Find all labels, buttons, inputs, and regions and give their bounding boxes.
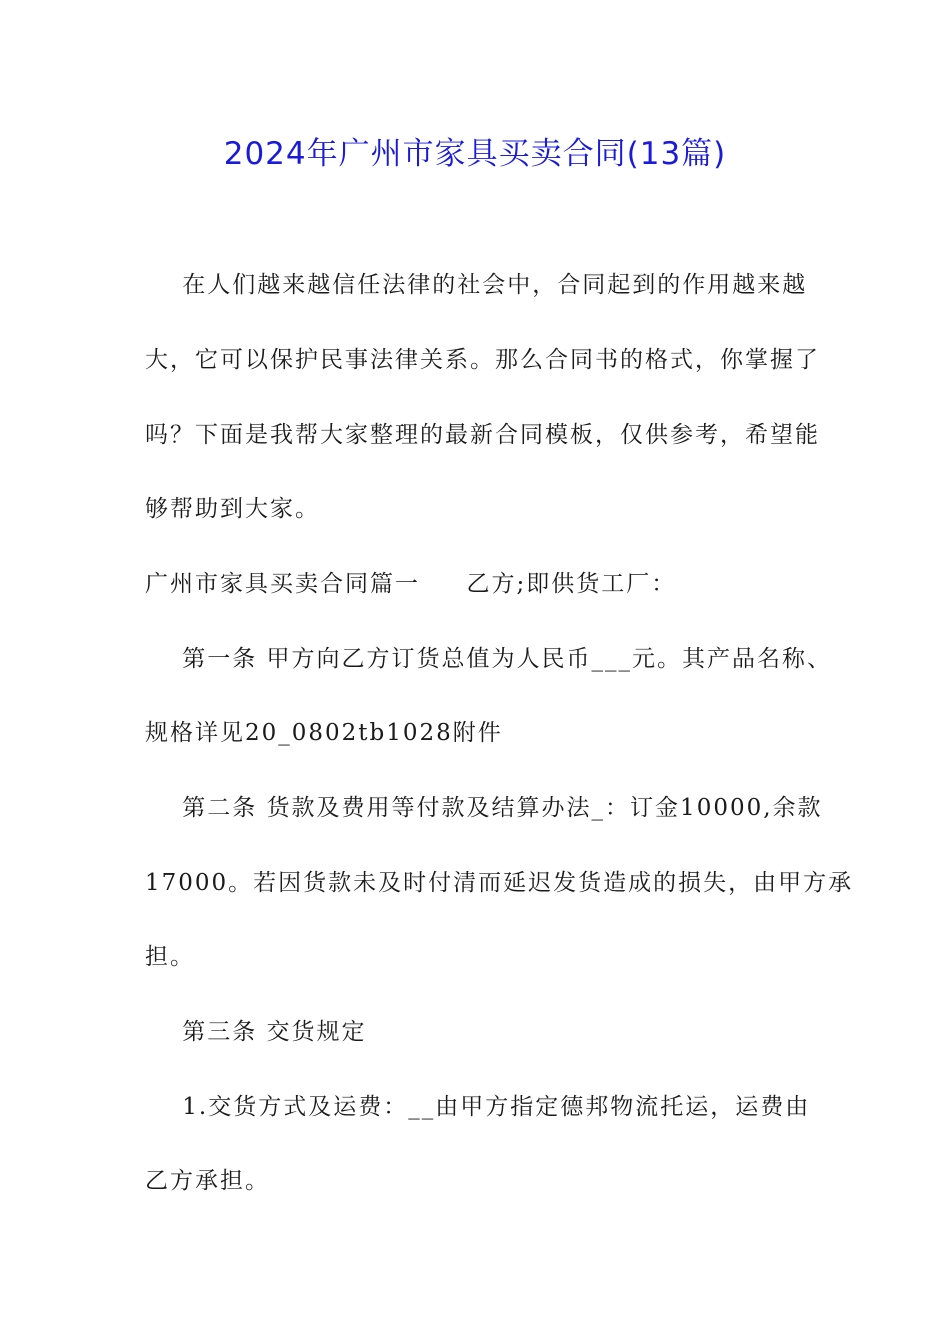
- document-title: 2024年广州市家具买卖合同(13篇): [223, 136, 727, 172]
- paragraph-line: 第二条 货款及费用等付款及结算办法_：订金10000,余款: [145, 795, 823, 821]
- paragraph-line: 第一条 甲方向乙方订货总值为人民币___元。其产品名称、: [145, 646, 833, 672]
- paragraph-line: 够帮助到大家。: [145, 496, 320, 522]
- paragraph-line: 吗？下面是我帮大家整理的最新合同模板，仅供参考，希望能: [145, 422, 820, 448]
- paragraph-line: 17000。若因货款未及时付清而延迟发货造成的损失，由甲方承: [145, 870, 854, 896]
- paragraph-line: 在人们越来越信任法律的社会中，合同起到的作用越来越: [145, 272, 808, 298]
- paragraph-line: 担。: [145, 944, 195, 970]
- paragraph-line: 规格详见20_0802tb1028附件: [145, 720, 503, 746]
- paragraph-line: 大，它可以保护民事法律关系。那么合同书的格式，你掌握了: [145, 347, 820, 373]
- paragraph-line: 1.交货方式及运费：__由甲方指定德邦物流托运，运费由: [145, 1094, 811, 1120]
- paragraph-line: 乙方承担。: [145, 1168, 270, 1194]
- paragraph-line: 第三条 交货规定: [145, 1019, 367, 1045]
- section-heading-line: 广州市家具买卖合同篇一 乙方;即供货工厂：: [145, 571, 677, 597]
